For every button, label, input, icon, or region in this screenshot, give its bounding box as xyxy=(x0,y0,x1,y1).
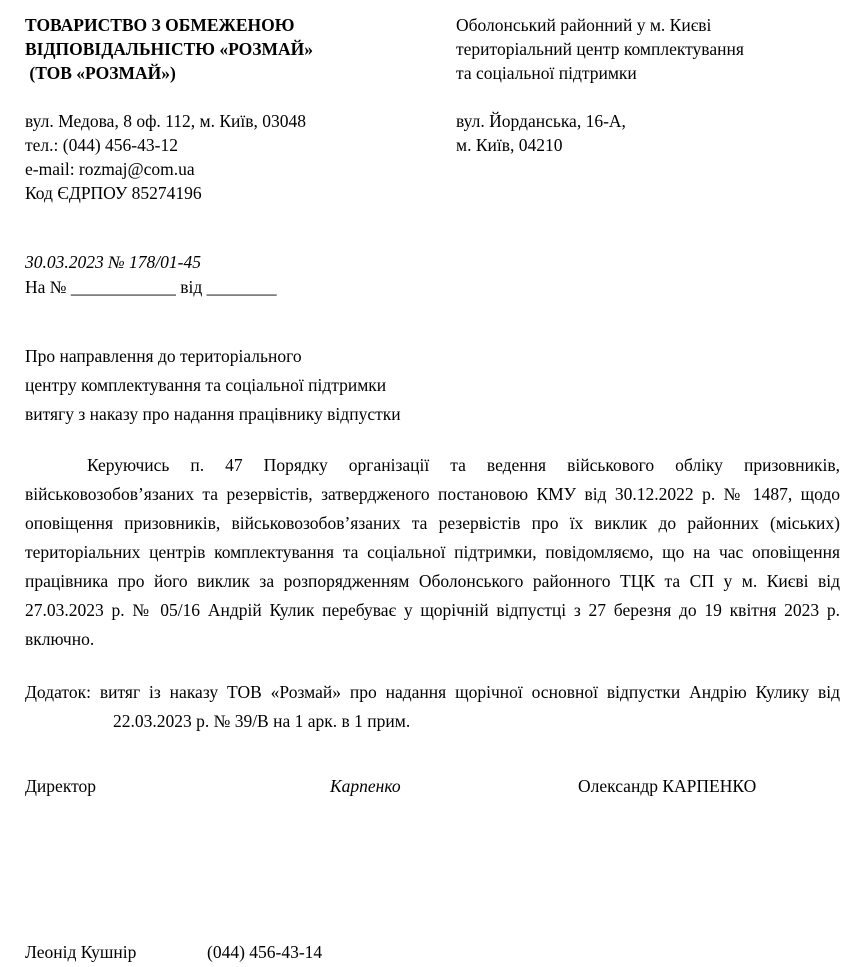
subject-line: Про направлення до територіального xyxy=(25,346,302,366)
attachment-block xyxy=(25,678,840,736)
incoming-reply-line: На № ____________ від ________ xyxy=(25,277,277,297)
sender-address: вул. Медова, 8 оф. 112, м. Київ, 03048 xyxy=(25,111,306,131)
spacer xyxy=(456,85,840,109)
letterhead xyxy=(25,13,840,205)
sender-name-line: ВІДПОВІДАЛЬНІСТЮ «РОЗМАЙ» xyxy=(25,39,314,59)
subject-line: витягу з наказу про надання працівнику відпустки xyxy=(25,404,401,424)
executor-footer xyxy=(25,940,840,964)
body-paragraph: Керуючись п. 47 Порядку організації та ведення військового обліку призовників, військовозобов’язаних та резервістів, затвердженого постановою КМУ від 30.12.2022 р. № 1487, щодо оповіщення призовників, військовозобов’язаних та резервістів про їх виклик до районних (міських) територіальних центрів комплектування та соціальної підтримки, повідомляємо, що на час оповіщення працівника про його виклик за розпорядженням Оболонського районного ТЦК та СП у м. Києві від 27.03.2023 р. № 05/16 Андрій Кулик перебуває у щорічній відпустці з 27 березня до 19 квітня 2023 р. включно. xyxy=(25,455,840,649)
executor-phone: (044) 456-43-14 xyxy=(207,942,323,962)
sender-name-line: (ТОВ «РОЗМАЙ») xyxy=(25,63,176,83)
sender-name-line: ТОВАРИСТВО З ОБМЕЖЕНОЮ xyxy=(25,15,295,35)
subject-block xyxy=(25,342,840,429)
recipient-address-line: вул. Йорданська, 16-А, xyxy=(456,111,626,131)
sender-contacts xyxy=(25,109,456,205)
recipient-name-line: Оболонський районний у м. Києві xyxy=(456,15,712,35)
sender-phone: тел.: (044) 456-43-12 xyxy=(25,135,178,155)
spacer xyxy=(25,85,456,109)
sender-block xyxy=(25,13,456,205)
recipient-block xyxy=(456,13,840,205)
reference-block xyxy=(25,250,840,300)
attachment-label: Додаток: xyxy=(25,682,91,702)
subject-line: центру комплектування та соціальної підтримки xyxy=(25,375,387,395)
recipient-name-line: та соціальної підтримки xyxy=(456,63,637,83)
recipient-address xyxy=(456,109,840,157)
signature-row xyxy=(25,774,840,798)
attachment-text: витяг із наказу ТОВ «Розмай» про надання щорічної основної відпустки Андрію Кулику від 22.03.2023 р. № 39/В на 1 арк. в 1 прим. xyxy=(99,682,840,731)
handwritten-signature: Карпенко xyxy=(330,776,401,796)
signer-position: Директор xyxy=(25,776,97,796)
signer-name: Олександр КАРПЕНКО xyxy=(578,776,757,796)
sender-name xyxy=(25,13,456,85)
recipient-address-line: м. Київ, 04210 xyxy=(456,135,563,155)
recipient-name-line: територіальний центр комплектування xyxy=(456,39,744,59)
executor-name: Леонід Кушнір xyxy=(25,942,137,962)
sender-email: e-mail: rozmaj@com.ua xyxy=(25,159,195,179)
recipient-name xyxy=(456,13,840,85)
outgoing-date-number: 30.03.2023 № 178/01-45 xyxy=(25,252,201,272)
sender-edrpou-code: Код ЄДРПОУ 85274196 xyxy=(25,183,202,203)
